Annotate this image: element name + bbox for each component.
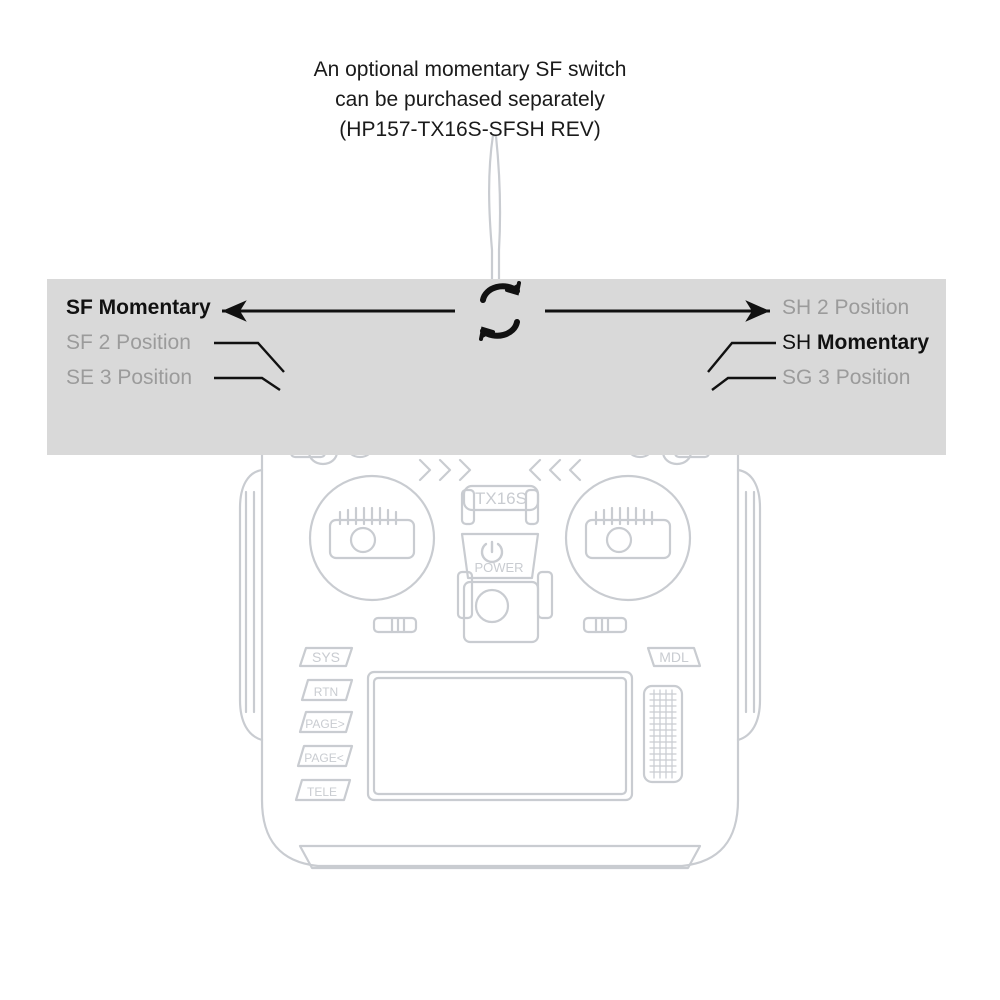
svg-text:MDL: MDL	[659, 649, 689, 665]
svg-text:TELE: TELE	[306, 785, 338, 799]
left-grip	[240, 470, 262, 740]
svg-text:SYS: SYS	[311, 649, 341, 665]
svg-text:RTN: RTN	[313, 685, 339, 699]
svg-text:PAGE>: PAGE>	[305, 717, 345, 731]
power-label: POWER	[474, 560, 524, 575]
bottom-bar	[300, 846, 700, 868]
label-se-3-position: SE 3 Position	[66, 366, 193, 389]
right-gimbal-ring	[566, 476, 690, 600]
label-sg-3-position: SG 3 Position	[782, 366, 911, 389]
banner-note-line-1: An optional momentary SF switch	[313, 58, 627, 81]
label-sf-momentary: SF Momentary	[66, 296, 211, 319]
banner-note-line-2: can be purchased separately	[335, 88, 605, 111]
banner-note	[250, 55, 690, 145]
antenna	[489, 135, 500, 300]
lcd-screen	[368, 672, 632, 800]
brand-text: TX16S	[475, 489, 527, 508]
label-sh-momentary	[782, 331, 929, 355]
label-sf-2-position: SF 2 Position	[66, 331, 191, 354]
svg-text:PAGE<: PAGE<	[304, 751, 344, 765]
label-sh-emphasis: Momentary	[817, 331, 930, 354]
power-icon	[482, 542, 502, 562]
left-gimbal-ring	[310, 476, 434, 600]
label-sh-2-position: SH 2 Position	[782, 296, 910, 319]
banner-note-line-3: (HP157-TX16S-SFSH REV)	[339, 118, 601, 141]
right-grip	[738, 470, 760, 740]
label-sh-prefix: SH	[782, 331, 818, 354]
